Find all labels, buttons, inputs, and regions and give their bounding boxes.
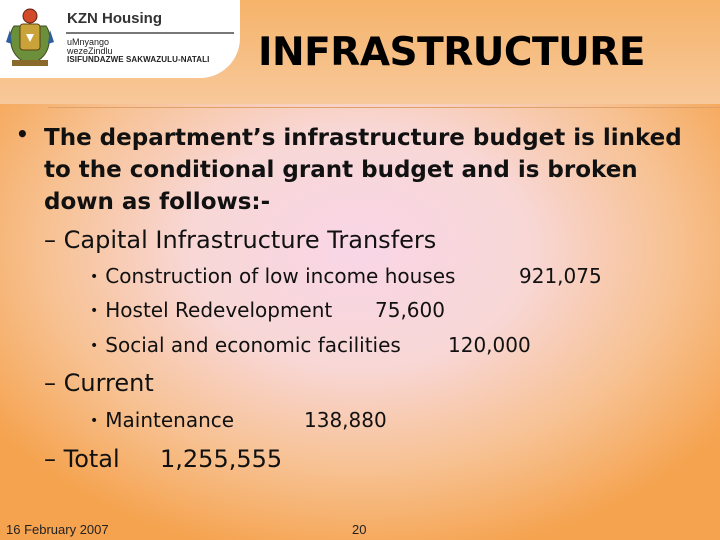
total-value: 1,255,555: [160, 445, 283, 473]
logo-title: KZN Housing: [67, 10, 162, 27]
logo-line-3: ISIFUNDAZWE SAKWAZULU-NATALI: [67, 55, 210, 64]
main-bullet-text: The department’s infrastructure budget is linked to the conditional grant budget and is broken down as follows:-: [44, 125, 682, 215]
capital-heading: – Capital Infrastructure Transfers: [44, 226, 437, 254]
kzn-housing-logo: [0, 0, 240, 78]
item-value: 120,000: [448, 333, 531, 357]
footer-date: 16 February 2007: [6, 522, 109, 537]
item-value: 138,880: [304, 408, 387, 432]
page-number: 20: [352, 522, 367, 537]
list-item: • Hostel Redevelopment: [90, 298, 333, 322]
item-value: 75,600: [375, 298, 445, 322]
item-value: 921,075: [519, 264, 602, 288]
logo-rule: [66, 32, 234, 34]
list-item: • Maintenance: [90, 408, 235, 432]
item-label: Social and economic facilities: [105, 333, 401, 357]
list-item: • Social and economic facilities: [90, 333, 401, 357]
list-item: • Construction of low income houses: [90, 264, 456, 288]
logo-line-2: wezeZindlu: [67, 46, 113, 56]
current-heading: – Current: [44, 369, 154, 397]
bullet-dot: •: [16, 122, 29, 146]
item-label: Maintenance: [105, 408, 235, 432]
title-divider: [48, 107, 720, 108]
coat-of-arms-icon: [4, 4, 56, 72]
item-label: Hostel Redevelopment: [105, 298, 333, 322]
slide-title: INFRASTRUCTURE: [258, 30, 645, 75]
logo-line-1: uMnyango: [67, 37, 110, 47]
total-heading: – Total: [44, 445, 120, 473]
item-label: Construction of low income houses: [105, 264, 456, 288]
